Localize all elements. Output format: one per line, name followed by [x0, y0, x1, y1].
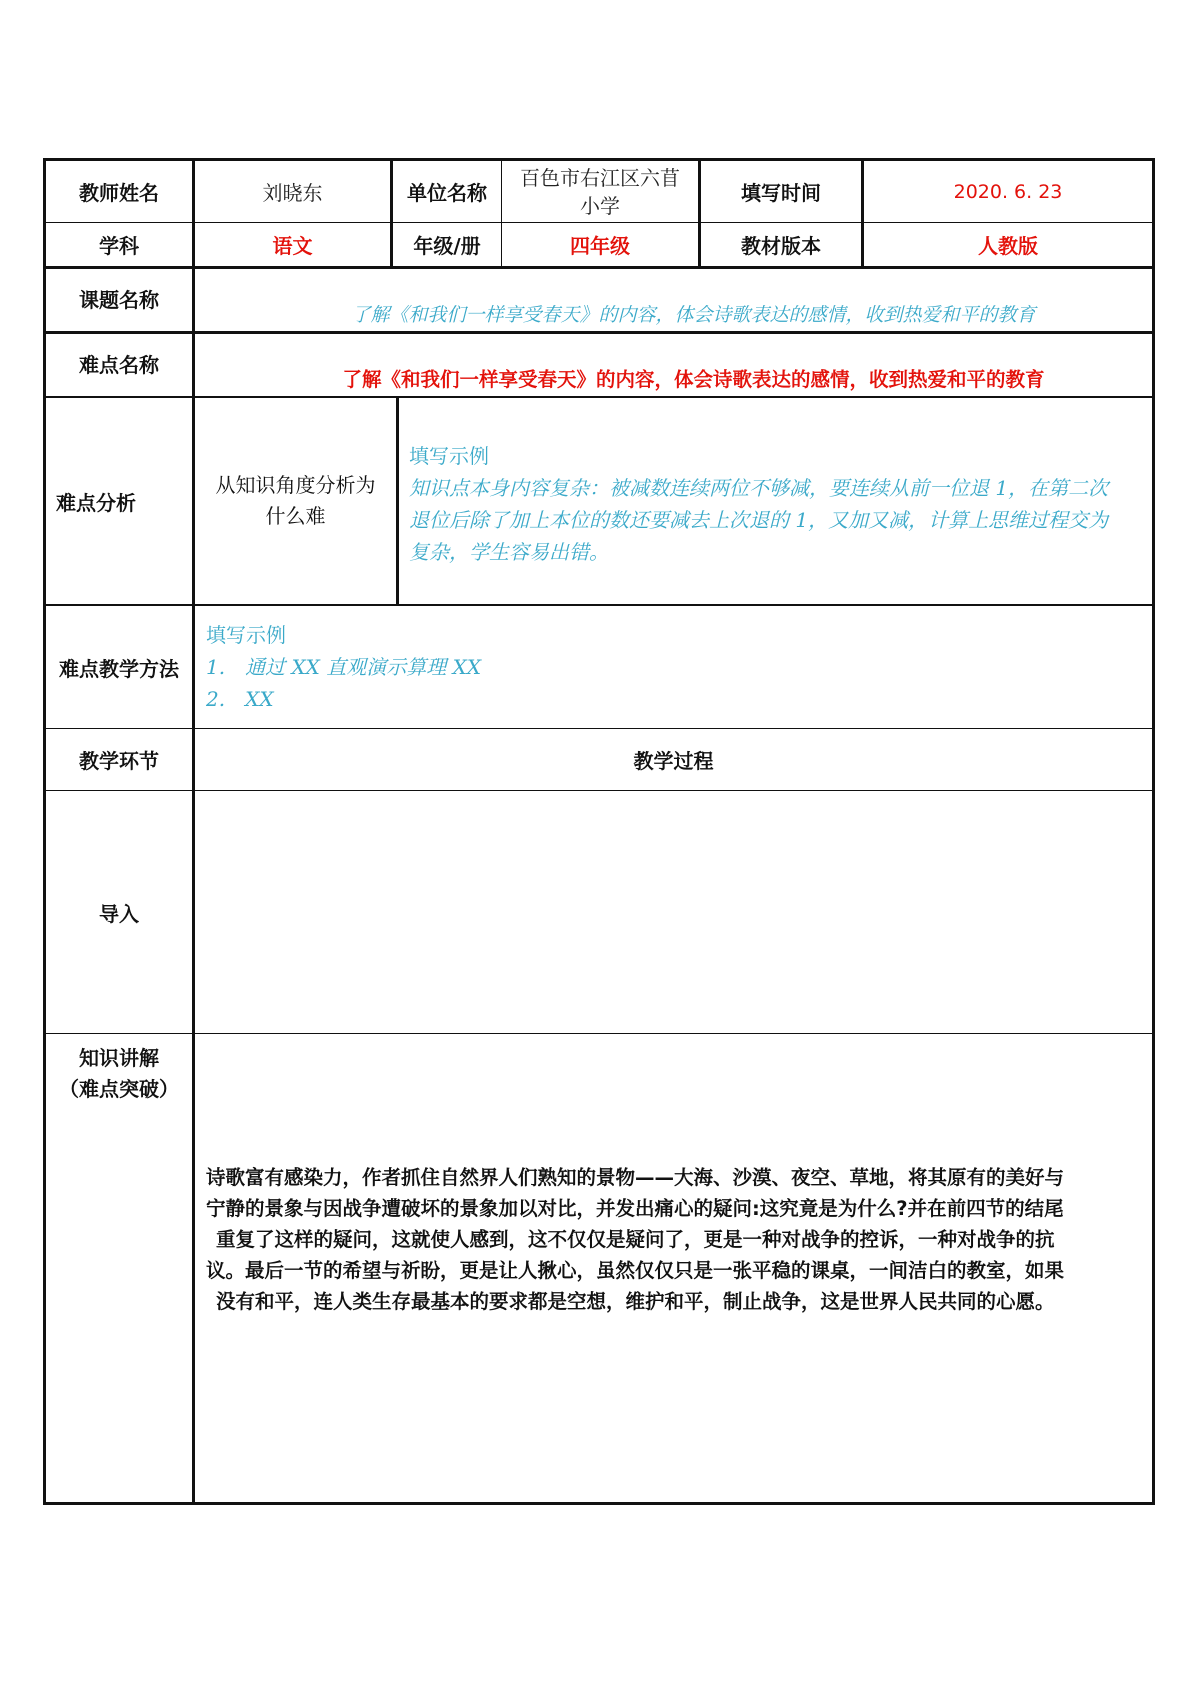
topic-label: 课题名称: [79, 287, 159, 312]
topic-value: 了解《和我们一样享受春天》的内容，体会诗歌表达的感情，收到热爱和平的教育: [351, 304, 1036, 326]
row-divider: [43, 604, 1155, 606]
method-example-item: 1. 通过 XX 直观演示算理 XX: [206, 655, 482, 679]
method-label: 难点教学方法: [59, 656, 179, 681]
fill-date-label: 填写时间: [741, 181, 821, 205]
unit-name-value: [502, 161, 698, 222]
edition-value: 人教版: [978, 234, 1038, 258]
unit-name-label: 单位名称: [407, 181, 487, 205]
knowledge-paragraph: [206, 1162, 1146, 1317]
analysis-example-line: 退位后除了加上本位的数还要减去上次退的 1，又加又减，计算上思维过程交为: [409, 508, 1109, 532]
analysis-sublabel: [195, 398, 396, 604]
row-divider: [43, 1033, 1155, 1034]
method-example: [206, 619, 1106, 715]
column-divider: [396, 398, 399, 604]
teaching-process-label: 教学过程: [633, 749, 714, 773]
fill-date-value: 2020. 6. 23: [953, 180, 1063, 203]
subject-value: 语文: [272, 234, 313, 258]
analysis-example: [409, 440, 1149, 568]
method-example-title: 填写示例: [206, 623, 286, 647]
analysis-example-title: 填写示例: [409, 444, 489, 468]
table-border-right: [1152, 158, 1155, 1505]
analysis-example-line: 知识点本身内容复杂：被减数连续两位不够减，要连续从前一位退 1，在第二次: [409, 476, 1109, 500]
lesson-plan-table: [43, 158, 1155, 1505]
subject-label: 学科: [99, 234, 139, 258]
table-border-bottom: [43, 1502, 1155, 1505]
analysis-sublabel-line1: 从知识角度分析为: [215, 473, 376, 497]
unit-name-line1: 百色市右江区六苜: [520, 165, 680, 190]
unit-name-line2: 小学: [580, 193, 620, 218]
knowledge-line: 宁静的景象与因战争遭破坏的景象加以对比，并发出痛心的疑问:这究竟是为什么?并在前四节的结尾: [206, 1197, 1064, 1220]
knowledge-label: [46, 1034, 192, 1114]
edition-label: 教材版本: [741, 234, 821, 258]
teaching-stage-label: 教学环节: [79, 749, 159, 773]
intro-label: 导入: [99, 901, 139, 926]
knowledge-line: 重复了这样的疑问，这就使人感到，这不仅仅是疑问了，更是一种对战争的控诉，一种对战争的抗: [216, 1228, 1055, 1251]
difficulty-value: 了解《和我们一样享受春天》的内容，体会诗歌表达的感情，收到热爱和平的教育: [342, 368, 1045, 391]
analysis-example-line: 复杂，学生容易出错。: [409, 540, 609, 564]
knowledge-line: 议。最后一节的希望与祈盼，更是让人揪心，虽然仅仅只是一张平稳的课桌，一间洁白的教室，如果: [206, 1259, 1065, 1282]
method-example-item: 2. XX: [206, 687, 274, 711]
teacher-name-value: 刘晓东: [262, 181, 323, 205]
grade-value: 四年级: [570, 234, 630, 258]
knowledge-label-line2: （难点突破）: [59, 1077, 179, 1101]
teacher-name-label: 教师姓名: [79, 181, 159, 205]
row-divider: [43, 790, 1155, 791]
analysis-label: 难点分析: [56, 490, 136, 515]
difficulty-label: 难点名称: [79, 352, 159, 377]
grade-label: 年级/册: [413, 234, 481, 258]
knowledge-label-line1: 知识讲解: [79, 1046, 159, 1070]
knowledge-line: 诗歌富有感染力，作者抓住自然界人们熟知的景物——大海、沙漠、夜空、草地，将其原有的美好与: [206, 1166, 1065, 1189]
analysis-sublabel-line2: 什么难: [265, 504, 326, 528]
knowledge-line: 没有和平，连人类生存最基本的要求都是空想，维护和平，制止战争，这是世界人民共同的心愿。: [216, 1290, 1055, 1313]
